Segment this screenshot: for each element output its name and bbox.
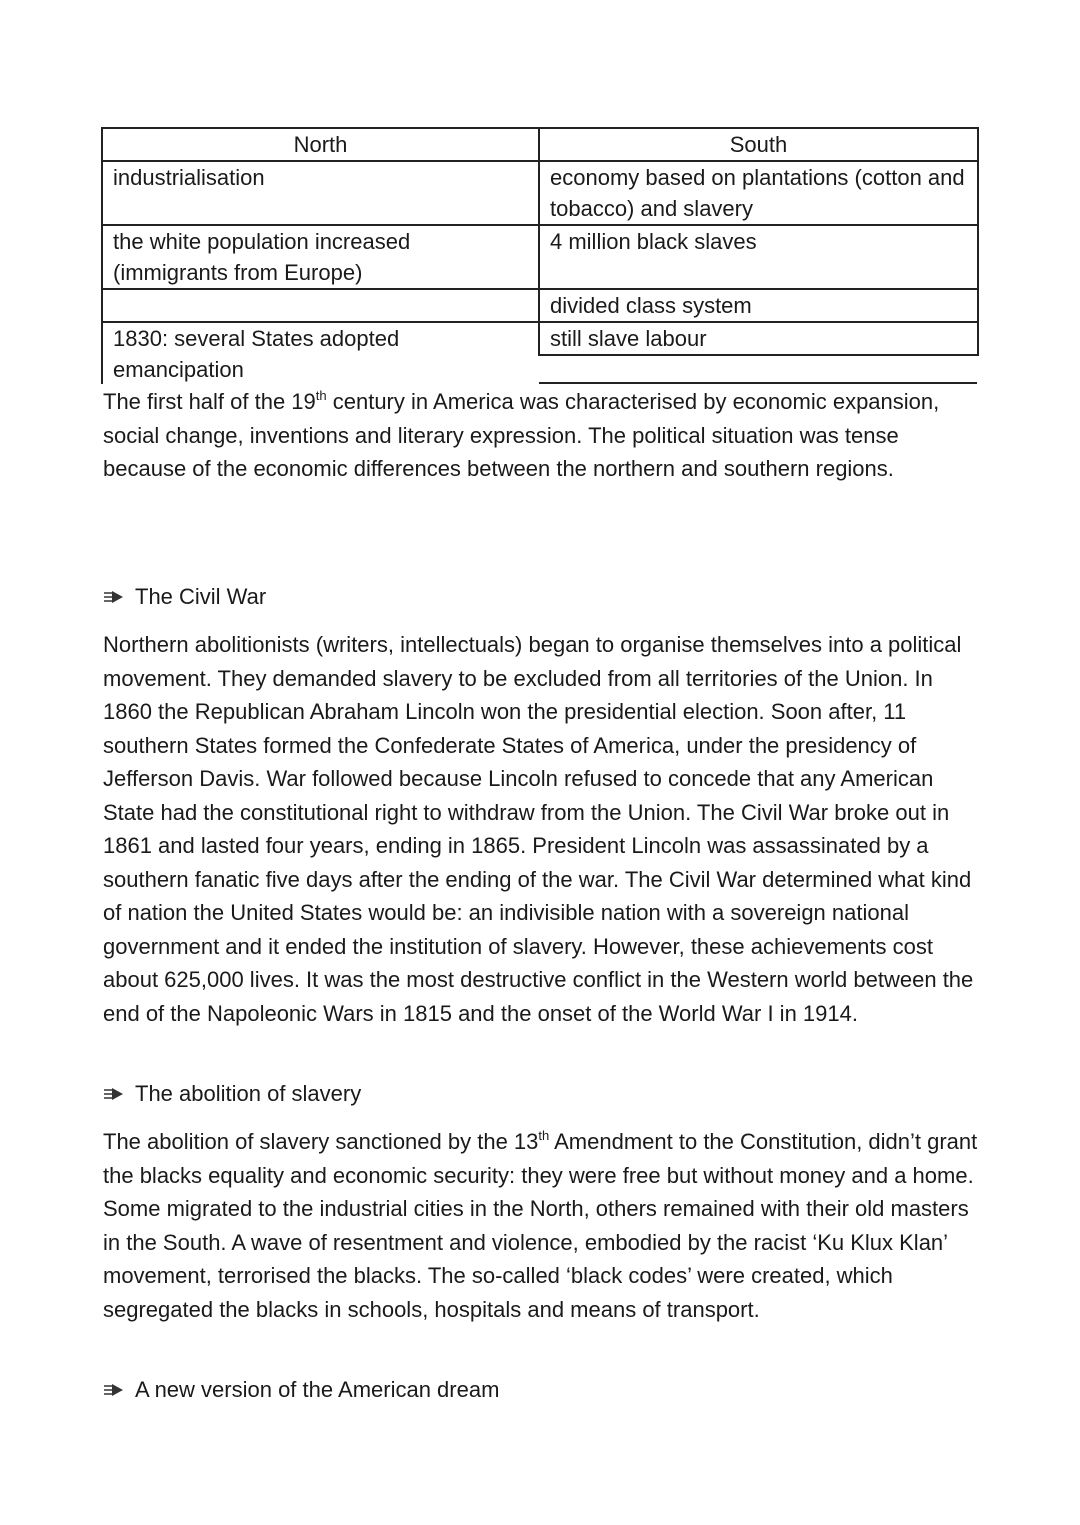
table-cell-south: 4 million black slaves xyxy=(539,225,978,289)
table-cell-south: still slave labour xyxy=(539,322,978,355)
heading-american-dream xyxy=(103,1375,499,1405)
heading-abolition-label: The abolition of slavery xyxy=(135,1081,362,1106)
table-cell-north xyxy=(102,322,539,382)
table-cell-south: divided class system xyxy=(539,289,978,322)
table-row xyxy=(102,225,978,289)
table-left-border-extension xyxy=(101,350,103,384)
north-south-table xyxy=(101,127,979,382)
table-cell-north xyxy=(102,289,539,322)
abolition-paragraph: The abolition of slavery sanctioned by the 13th Amendment to the Constitution, didn’t grant the blacks equality and economic security: they were free but without money and a home. Some migrated to the industrial cities in the North, others remained with their old masters in the South. A wave of resentment and violence, embodied by the racist ‘Ku Klux Klan’ movement, terrorised the blacks. The so-called ‘black codes’ were created, which segregated the blacks in schools, hospitals and means of transport. xyxy=(103,1128,978,1322)
heading-american-dream-label: A new version of the American dream xyxy=(135,1377,500,1402)
table-header-row xyxy=(102,128,978,161)
civil-war-paragraph: Northern abolitionists (writers, intellectuals) began to organise themselves into a political movement. They demanded slavery to be excluded from all territories of the Union. In 1860 the Republican Abraham Lincoln won the presidential election. Soon after, 11 southern States formed the Confederate States of America, under the presidency of Jefferson Davis. War followed because Lincoln refused to concede that any American State had the constitutional right to withdraw from the Union. The Civil War broke out in 1861 and lasted four years, ending in 1865. President Lincoln was assassinated by a southern fanatic five days after the ending of the war. The Civil War determined what kind of nation the United States would be: an indivisible nation with a sovereign national government and it ended the institution of slavery. However, these achievements cost about 625,000 lives. It was the most destructive conflict in the Western world between the end of the Napoleonic Wars in 1815 and the onset of the World War I in 1914. xyxy=(103,632,974,1026)
table-bottom-border xyxy=(539,382,977,384)
table-row xyxy=(102,289,978,322)
arrow-bullet-icon xyxy=(103,1383,125,1397)
arrow-bullet-icon xyxy=(103,590,125,604)
heading-abolition xyxy=(103,1079,361,1109)
table-row xyxy=(102,161,978,225)
intro-paragraph: The first half of the 19th century in America was characterised by economic expansion, social change, inventions and literary expression. The political situation was tense because of the economic differences between the northern and southern regions. xyxy=(103,388,940,481)
header-south: South xyxy=(539,128,978,161)
table-cell-south: economy based on plantations (cotton and tobacco) and slavery xyxy=(539,161,978,225)
header-north: North xyxy=(102,128,539,161)
arrow-bullet-icon xyxy=(103,1087,125,1101)
table-cell-north: industrialisation xyxy=(102,161,539,225)
table-cell-north: the white population increased (immigrants from Europe) xyxy=(102,225,539,289)
table-cell-north-text: 1830: several States adopted emancipation xyxy=(113,326,400,382)
heading-civil-war xyxy=(103,582,266,612)
table-row xyxy=(102,322,978,355)
heading-civil-war-label: The Civil War xyxy=(135,584,267,609)
